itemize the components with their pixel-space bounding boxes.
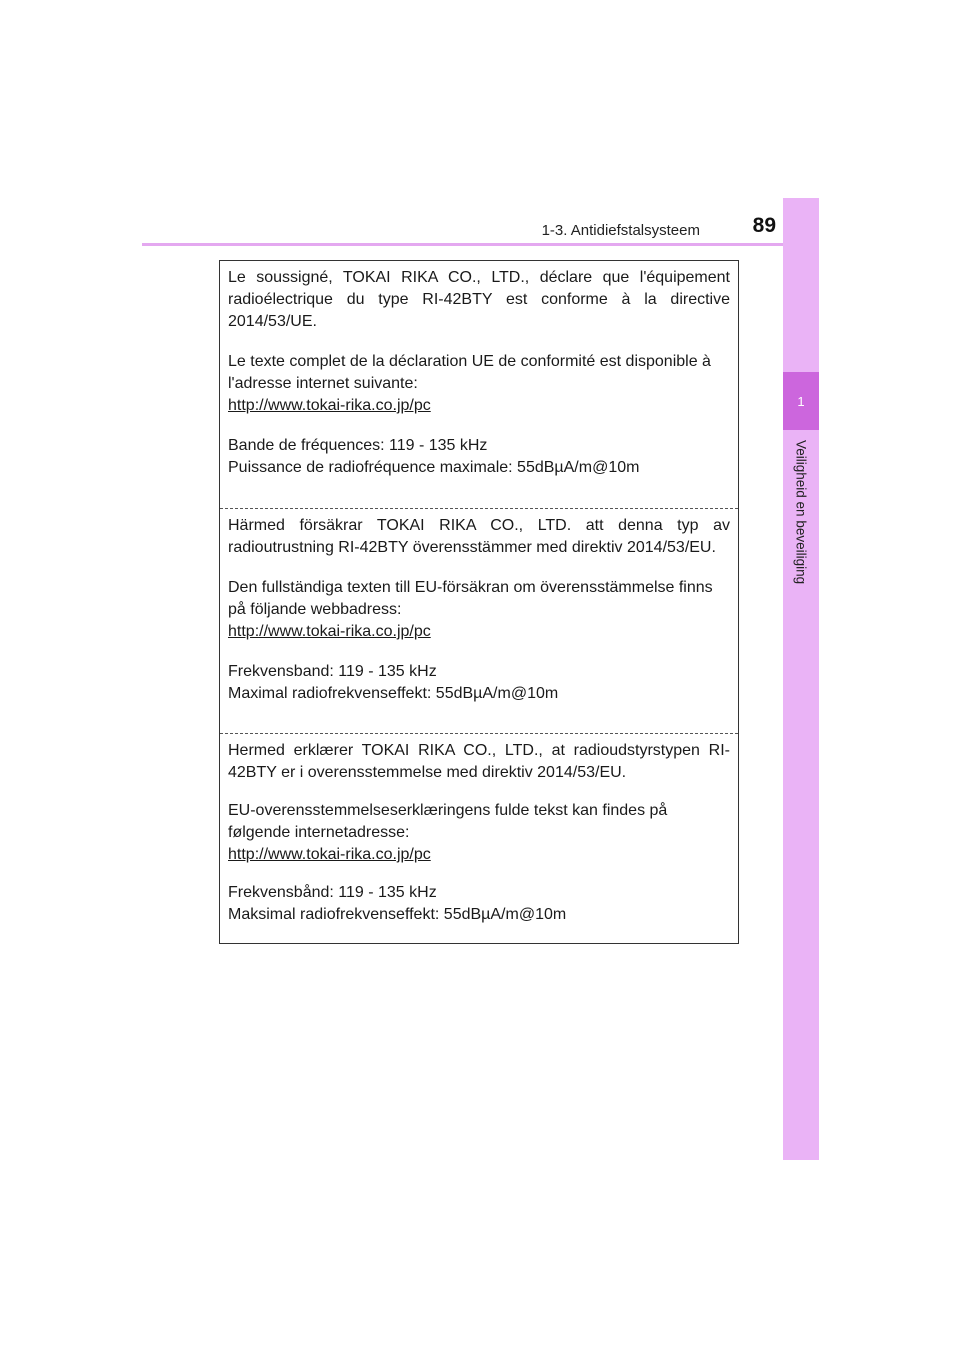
declaration-availability: Le texte complet de la déclaration UE de conformité est disponible à l'adresse internet suivante: [228,353,711,392]
declaration-availability: Den fullständiga texten till EU-försäkran om överensstämmelse finns på följande webbadress: [228,579,713,618]
chapter-number-box[interactable] [783,372,819,430]
declaration-french [220,261,738,508]
frequency-band: Frekvensbånd: 119 - 135 kHz [228,884,437,901]
frequency-band: Frekvensband: 119 - 135 kHz [228,663,437,680]
declaration-intro: Le soussigné, TOKAI RIKA CO., LTD., déclare que l'équipement radioélectrique du type RI-42BTY est conforme à la directive 2014/53/UE. [228,269,730,330]
declaration-danish [220,733,738,943]
declaration-intro: Hermed erklærer TOKAI RIKA CO., LTD., at radioudstyrstypen RI-42BTY er i overensstemmelse med direktiv 2014/53/EU. [228,742,730,781]
section-title: 1-3. Antidiefstalsysteem [541,222,700,239]
header-rule [142,243,818,246]
frequency-band: Bande de fréquences: 119 - 135 kHz [228,437,488,454]
declaration-availability: EU-overensstemmelseserklæringens fulde tekst kan findes på følgende internetadresse: [228,802,668,841]
declaration-url-link[interactable]: http://www.tokai-rika.co.jp/pc [228,846,431,863]
declaration-url-link[interactable]: http://www.tokai-rika.co.jp/pc [228,623,431,640]
chapter-number: 1 [797,393,805,409]
declaration-intro: Härmed försäkrar TOKAI RIKA CO., LTD. att denna typ av radioutrustning RI-42BTY överensstämmer med direktiv 2014/53/EU. [228,517,730,556]
max-power: Maksimal radiofrekvenseffekt: 55dBµA/m@10m [228,906,567,923]
chapter-title: Veiligheid en beveiliging [793,440,809,585]
max-power: Maximal radiofrekvenseffekt: 55dBµA/m@10m [228,685,559,702]
declaration-box [219,260,739,944]
page-number: 89 [752,214,776,237]
declaration-url-link[interactable]: http://www.tokai-rika.co.jp/pc [228,397,431,414]
chapter-title-tab[interactable] [783,440,819,700]
declaration-swedish [220,508,738,733]
max-power: Puissance de radiofréquence maximale: 55dBµA/m@10m [228,459,640,476]
